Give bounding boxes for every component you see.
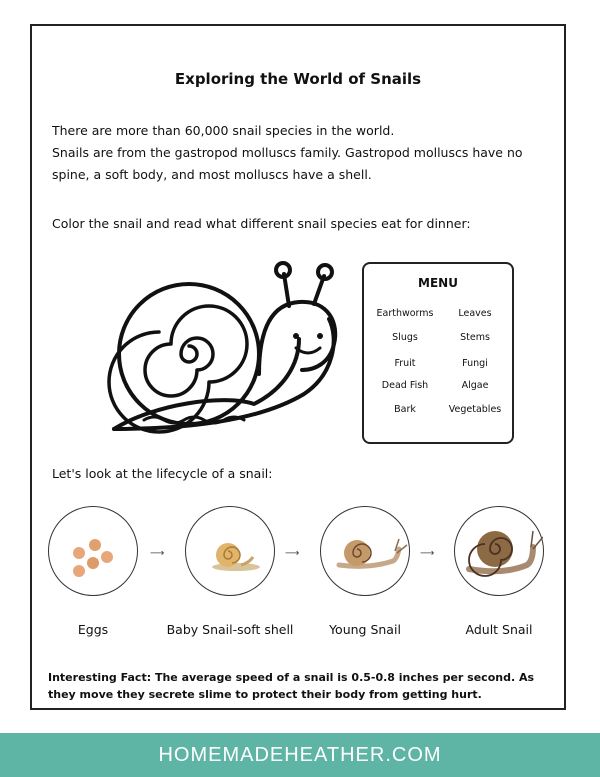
menu-item-leaves: Leaves xyxy=(458,308,492,319)
menu-item-vegetables: Vegetables xyxy=(448,404,502,415)
page-title: Exploring the World of Snails xyxy=(174,70,422,88)
menu-item-slugs: Slugs xyxy=(392,332,418,343)
arrow-right-icon: ⟶ xyxy=(150,548,165,559)
stage-young-snail-circle xyxy=(320,506,410,596)
snail-outline-icon xyxy=(84,244,344,444)
footer-banner: HOMEMADEHEATHER.COM xyxy=(0,733,600,777)
stage-label-young-snail: Young Snail xyxy=(329,622,401,637)
menu-item-stems: Stems xyxy=(460,332,490,343)
menu-item-fungi: Fungi xyxy=(462,358,488,369)
arrow-right-icon: ⟶ xyxy=(285,548,300,559)
menu-title: MENU xyxy=(418,276,458,290)
menu-item-algae: Algae xyxy=(461,380,489,391)
intro-text xyxy=(52,120,552,186)
interesting-fact: Interesting Fact: The average speed of a snail is 0.5-0.8 inches per second. As they move they secrete slime to protect their body from getting hurt. xyxy=(48,671,535,701)
menu-item-fruit: Fruit xyxy=(394,358,416,369)
menu-item-earthworms: Earthworms xyxy=(376,308,434,319)
stage-label-baby-snail: Baby Snail-soft shell xyxy=(166,622,294,637)
adult-snail-icon xyxy=(455,507,543,595)
coloring-instruction: Color the snail and read what different snail species eat for dinner: xyxy=(52,216,471,231)
stage-eggs-circle xyxy=(48,506,138,596)
stage-label-adult-snail: Adult Snail xyxy=(465,622,533,637)
eggs-icon xyxy=(49,507,137,595)
arrow-right-icon: ⟶ xyxy=(420,548,435,559)
young-snail-icon xyxy=(321,507,409,595)
menu-item-bark: Bark xyxy=(394,404,416,415)
menu-item-dead-fish: Dead Fish xyxy=(381,380,429,391)
stage-baby-snail-circle xyxy=(185,506,275,596)
intro-line-1: There are more than 60,000 snail species in the world. xyxy=(52,123,395,138)
worksheet-frame xyxy=(30,24,566,710)
menu-box xyxy=(362,262,514,444)
lifecycle-heading: Let's look at the lifecycle of a snail: xyxy=(52,466,273,481)
baby-snail-icon xyxy=(186,507,274,595)
stage-label-eggs: Eggs xyxy=(77,622,109,637)
intro-line-2: Snails are from the gastropod molluscs family. Gastropod molluscs have no spine, a soft body, and most molluscs have a shell. xyxy=(52,145,523,182)
stage-adult-snail-circle xyxy=(454,506,544,596)
